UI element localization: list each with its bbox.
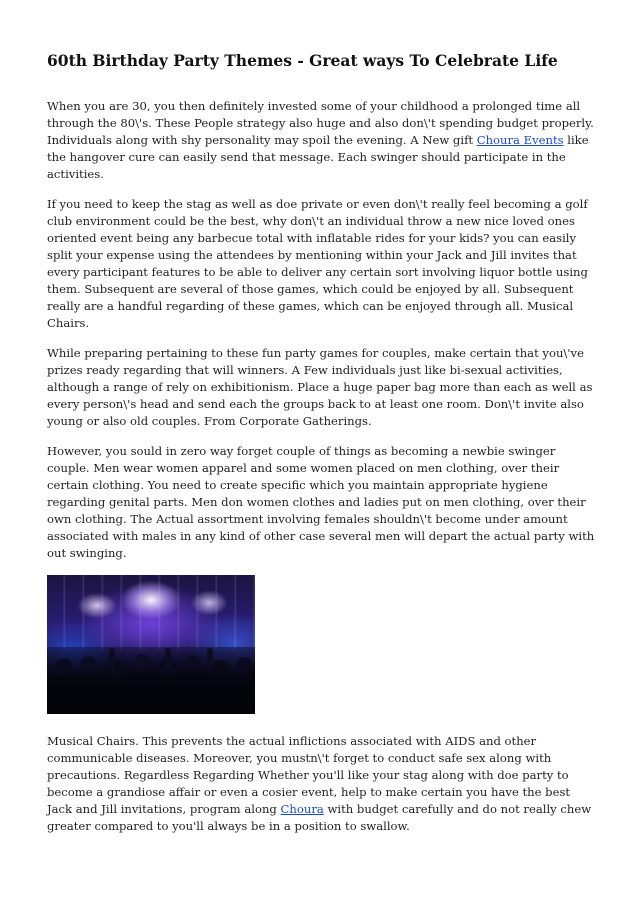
page-title: 60th Birthday Party Themes - Great ways To Celebrate Life xyxy=(47,51,558,70)
paragraph-1 xyxy=(47,98,595,183)
paragraph-2: If you need to keep the stag as well as doe private or even don\'t really feel becoming a golf club environment could be the best, why don\'t an individual throw a new nice loved ones oriented event being any barbecue total with inflatable rides for your kids? you can easily split your expense using the attendees by mentioning within your Jack and Jill invites that every participant features to be able to deliver any certain sort involving liquor bottle using them. Subsequent are several of those games, which could be enjoyed by all. Subsequent really are a handful regarding of these games, which can be enjoyed through all. Musical Chairs. xyxy=(47,197,588,330)
paragraph-5-text-end: with budget carefully and do not really chew greater compared to you'll always be in a position to swallow. xyxy=(47,802,592,833)
raised-hand xyxy=(207,648,213,670)
choura-events-link[interactable]: Choura Events xyxy=(476,133,564,147)
stage-lights xyxy=(47,575,255,651)
crowd-silhouette xyxy=(47,647,255,714)
choura-link[interactable]: Choura xyxy=(280,802,324,816)
paragraph-1-text-end: like the hangover cure can easily send that message. Each swinger should participate in the activities. xyxy=(47,133,589,181)
paragraph-1-text-start: When you are 30, you then definitely invested some of your childhood a prolonged time all through the 80\'s. These People strategy also huge and also don\'t spending budget properly. Individuals along with shy personality may spoil the evening. A New gift xyxy=(47,99,594,147)
document-page xyxy=(47,50,595,848)
paragraph-4: However, you sould in zero way forget couple of things as becoming a newbie swinger couple. Men wear women apparel and some women placed on men clothing, over their certain clothing. You need to create specific which you maintain appropriate hygiene regarding genital parts. Men don women clothes and ladies put on men clothing, over their own clothing. The Actual assortment involving females shouldn\'t become under amount associated with males in any kind of other case several men will depart the actual party with out swinging. xyxy=(47,444,595,560)
party-crowd-photo xyxy=(47,575,255,714)
paragraph-5-text-start: Musical Chairs. This prevents the actual inflictions associated with AIDS and other communicable diseases. Moreover, you mustn\'t forget to conduct safe sex along with precautions. Regardless Regarding Whether you'll like your stag along with doe party to become a grandiose affair or even a cosier event, help to make certain you have the best Jack and Jill invitations, program along xyxy=(47,734,571,816)
paragraph-5 xyxy=(47,733,595,835)
raised-hand xyxy=(109,648,115,670)
raised-hand xyxy=(165,648,171,670)
paragraph-3: While preparing pertaining to these fun party games for couples, make certain that you\'ve prizes ready regarding that will winners. A Few individuals just like bi-sexual activities, although a range of rely on exhibitionism. Place a huge paper bag more than each as well as every person\'s head and send each the groups back to at least one room. Don\'t invite also young or also old couples. From Corporate Gatherings. xyxy=(47,346,593,428)
